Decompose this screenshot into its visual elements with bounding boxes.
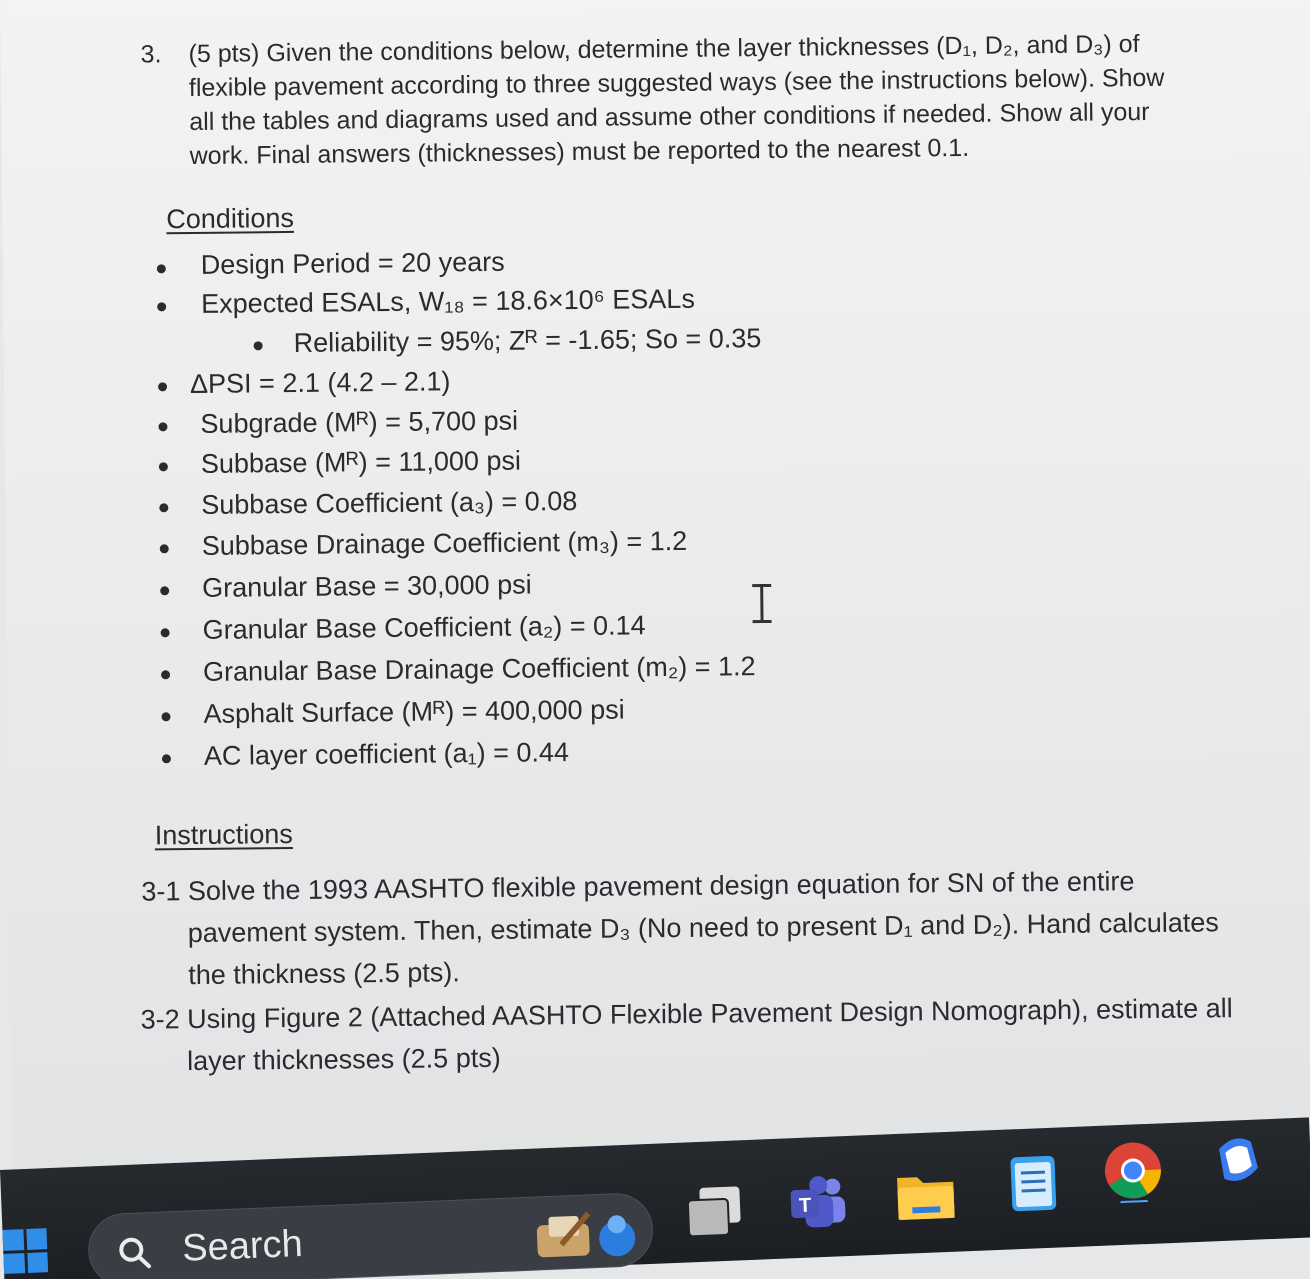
question-number: 3. (140, 40, 162, 69)
question-line: flexible pavement according to three suggested ways (see the instructions below). Show (188, 63, 1165, 103)
search-highlight-icon (528, 1199, 640, 1265)
search-icon (117, 1235, 152, 1270)
instructions-heading: Instructions (154, 818, 293, 851)
bullet-icon (161, 670, 170, 679)
notepad-icon[interactable] (1000, 1149, 1067, 1216)
bullet-icon (160, 586, 169, 595)
bullet-icon (158, 422, 167, 431)
question-line: (5 pts) Given the conditions below, determine the layer thicknesses (D₁, D₂, and D₃) of (188, 30, 1140, 69)
condition-item: Reliability = 95%; Zᴿ = -1.65; So = 0.35 (293, 323, 762, 358)
instruction-line: 3-1 Solve the 1993 AASHTO flexible pavement design equation for SN of the entire (141, 866, 1135, 907)
bullet-icon (157, 264, 166, 273)
condition-item: Subbase Drainage Coefficient (m₃) = 1.2 (201, 525, 688, 561)
question-line: all the tables and diagrams used and assume other conditions if needed. Show all your (189, 97, 1150, 137)
bullet-icon (254, 341, 263, 350)
bullet-icon (160, 544, 169, 553)
windows-start-icon[interactable] (2, 1228, 48, 1274)
condition-item: ΔPSI = 2.1 (4.2 – 2.1) (189, 366, 451, 400)
bullet-icon (161, 712, 170, 721)
condition-item: Granular Base Coefficient (a₂) = 0.14 (202, 610, 646, 645)
bullet-icon (162, 754, 171, 763)
svg-text:T: T (798, 1194, 812, 1217)
instruction-line: the thickness (2.5 pts). (188, 957, 460, 991)
bullet-icon (159, 462, 168, 471)
task-view-icon[interactable] (681, 1180, 748, 1247)
bullet-icon (158, 382, 167, 391)
chrome-icon[interactable] (1100, 1137, 1167, 1204)
bullet-icon (157, 302, 166, 311)
condition-item: Subbase (Mᴿ) = 11,000 psi (200, 445, 522, 479)
instruction-line: layer thicknesses (2.5 pts) (186, 1042, 501, 1077)
text-cursor-icon (748, 584, 774, 624)
condition-item: Asphalt Surface (Mᴿ) = 400,000 psi (203, 694, 625, 729)
condition-item: AC layer coefficient (a₁) = 0.44 (203, 737, 570, 771)
condition-item: Granular Base = 30,000 psi (202, 569, 532, 603)
question-line: work. Final answers (thicknesses) must be reported to the nearest 0.1. (189, 133, 970, 171)
bullet-icon (159, 503, 168, 512)
condition-item: Subgrade (Mᴿ) = 5,700 psi (200, 405, 519, 439)
condition-item: Expected ESALs, W₁₈ = 18.6×10⁶ ESALs (201, 283, 696, 319)
taskbar-search-box[interactable] (87, 1192, 655, 1279)
conditions-heading: Conditions (166, 202, 295, 235)
search-label: Search (181, 1222, 304, 1270)
condition-item: Design Period = 20 years (200, 246, 505, 280)
condition-item: Granular Base Drainage Coefficient (m₂) = 1.2 (202, 651, 756, 687)
instruction-line: pavement system. Then, estimate D₃ (No need to present D₁ and D₂). Hand calculates (187, 907, 1219, 949)
copilot-icon[interactable] (1204, 1127, 1271, 1194)
bullet-icon (161, 628, 170, 637)
file-explorer-icon[interactable] (892, 1162, 959, 1229)
instruction-line: 3-2 Using Figure 2 (Attached AASHTO Flexible Pavement Design Nomograph), estimate all (140, 993, 1233, 1035)
condition-item: Subbase Coefficient (a₃) = 0.08 (201, 485, 578, 520)
teams-icon[interactable] (786, 1170, 853, 1237)
